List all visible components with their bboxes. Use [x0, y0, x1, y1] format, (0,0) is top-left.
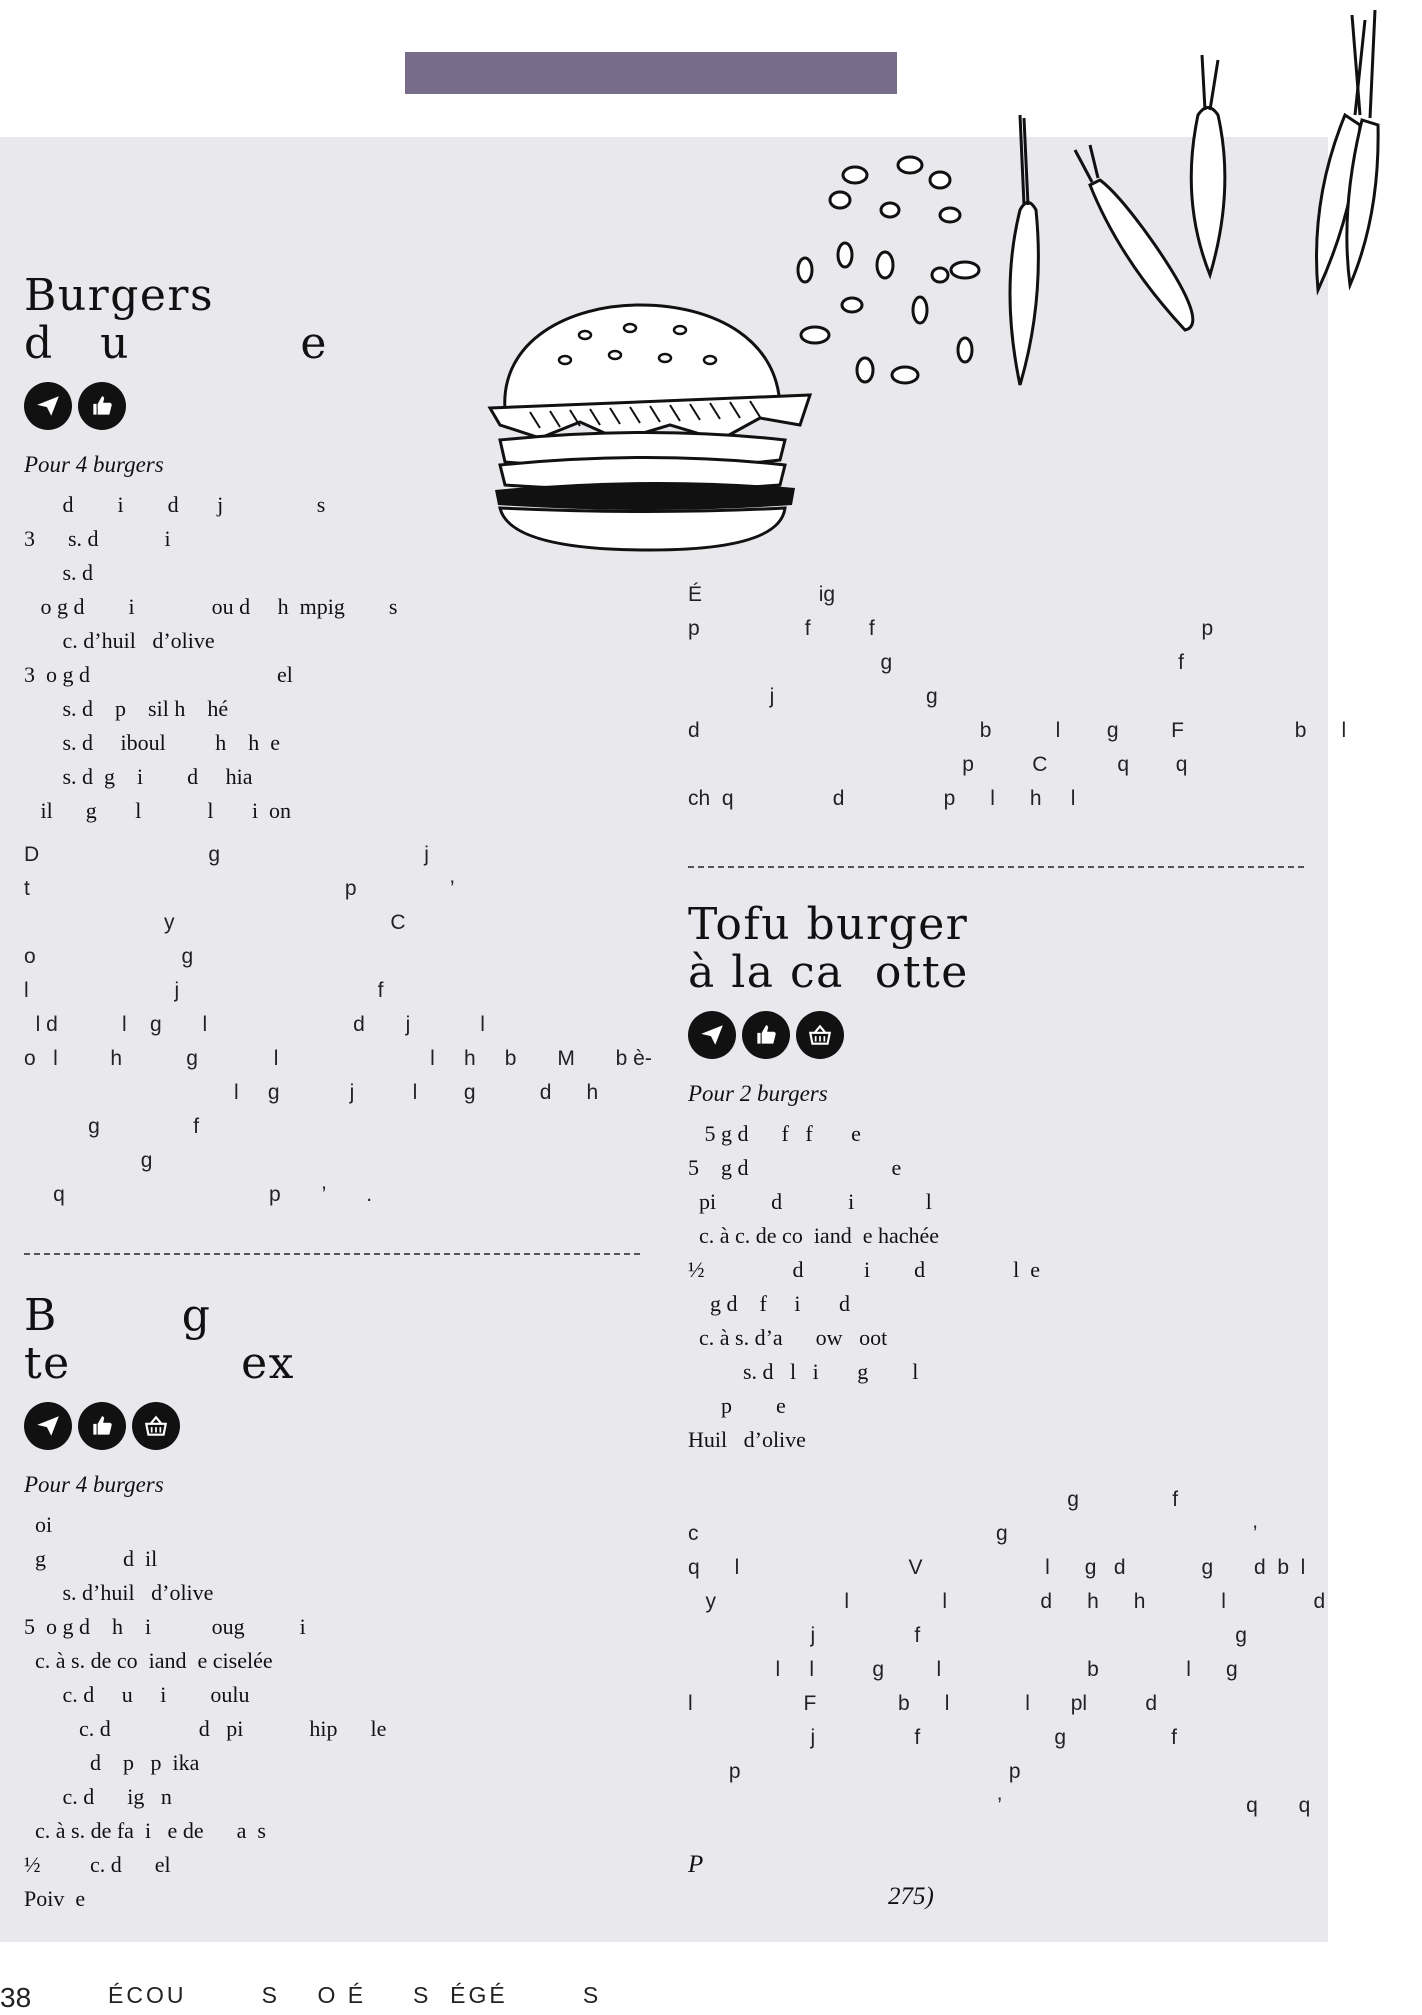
basket-icon — [796, 1011, 844, 1059]
recipe-2-serves: Pour 4 burgers — [24, 1472, 164, 1497]
recipe-1-title: Burgers d u e — [24, 270, 328, 369]
recipe-2-icons — [24, 1402, 644, 1450]
recipe-2-steps: É ig p f f p g f j g d b l g F b l p C q q ch q d p l h l — [688, 583, 1347, 810]
thumbs-up-icon — [78, 1402, 126, 1450]
recipe-1-icons — [24, 382, 644, 430]
basket-icon — [132, 1402, 180, 1450]
paper-plane-icon — [24, 1402, 72, 1450]
divider-left — [24, 1253, 640, 1255]
recipe-3-title: Tofu burger à la ca otte — [688, 899, 969, 998]
thumbs-up-icon — [742, 1011, 790, 1059]
recipe-3-note-letter: P — [688, 1851, 704, 1878]
recipe-1-steps: D g j t p ’ y C o g l j f l d l g l d j l o l h g l l h b M b è- l g j l g d h g f g q p ’ . — [24, 843, 652, 1206]
recipe-2-ingredients: oi g d il s. d’huil d’olive 5 o g d h i oug i c. à s. de co iand e ciselée c. d u i oulu c. d d pi hip le d p p ika c. d ig n c. à s. de fa i e de a s ½ c. d el Poiv e — [24, 1512, 387, 1911]
recipe-3-serves: Pour 2 burgers — [688, 1081, 828, 1106]
carrots-illustration — [980, 0, 1420, 400]
beans-illustration — [780, 150, 1010, 390]
recipe-3-note-ref: 275) — [888, 1883, 934, 1910]
recipe-1-serves: Pour 4 burgers — [24, 452, 164, 477]
recipe-1 — [24, 270, 652, 1212]
recipe-1-ingredients: d i d j s 3 s. d i s. d o g d i ou d h mpig s c. d’huil d’olive 3 o g d el s. d p sil h hé s. d iboul h h e s. d g i d hia il g l l i on — [24, 492, 398, 823]
header-bar — [405, 52, 897, 94]
recipe-3 — [688, 899, 1311, 1911]
divider-right — [688, 866, 1304, 868]
page-number: 38 — [0, 1982, 32, 2013]
section-footer: ÉCOU S O É S ÉGÉ S — [108, 1982, 602, 2008]
recipe-2-steps-continued — [688, 578, 1347, 816]
recipe-3-steps: g f c g ’ q l V l g d g d b l y l l d h h l j f g l l g l b l g l F b l l pl d j f g f p p ’ q q — [688, 1488, 1311, 1817]
recipe-2-title: B g te ex — [24, 1290, 295, 1389]
recipe-3-icons — [688, 1011, 1308, 1059]
recipe-3-ingredients: 5 g d f f e 5 g d e pi d i l c. à c. de co iand e hachée ½ d i d l e g d f i d c. à s. d’a ow oot s. d l i g l p e Huil d’olive — [688, 1121, 1040, 1452]
paper-plane-icon — [24, 382, 72, 430]
paper-plane-icon — [688, 1011, 736, 1059]
thumbs-up-icon — [78, 382, 126, 430]
recipe-2 — [24, 1292, 644, 1916]
